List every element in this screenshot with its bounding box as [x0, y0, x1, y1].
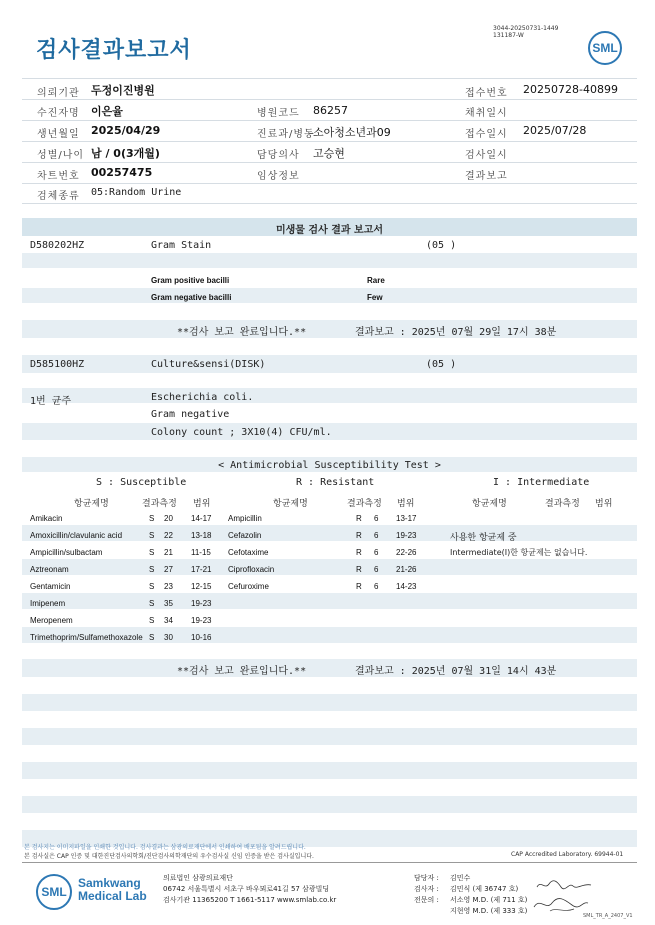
column-header-drug: 항균제명 [273, 499, 308, 509]
ast-interpretation: R [356, 548, 362, 557]
ast-drug: Amikacin [30, 514, 63, 523]
chart-no-label: 차트번호 [37, 171, 80, 182]
row-band [22, 559, 637, 575]
colony-count: Colony count ; 3X10(4) CFU/ml. [151, 427, 332, 438]
row-band [22, 728, 637, 745]
ast-zone-value: 6 [374, 531, 379, 540]
signature-mark [530, 893, 590, 915]
divider [22, 99, 637, 100]
row-band [22, 288, 637, 303]
doctor-label: 담당의사 [257, 150, 300, 161]
hospital-code-label: 병원코드 [257, 108, 300, 119]
ast-interpretation: S [149, 582, 155, 591]
receipt-date-value: 2025/07/28 [523, 124, 587, 137]
specimen-value: 05:Random Urine [91, 187, 182, 198]
column-header-result: 결과측정 [347, 499, 382, 509]
ast-zone-value: 27 [164, 565, 173, 574]
ast-interpretation: S [149, 514, 155, 523]
test-name: Culture&sensi(DISK) [151, 359, 266, 370]
brand-name-line2: Medical Lab [78, 889, 147, 903]
specialist-value: 지현영 M.D. (제 333 호) [450, 907, 528, 915]
organization-name: 의료법인 삼광의료재단 [163, 874, 233, 882]
gram-result-value: Few [367, 293, 383, 302]
ast-drug: Cefotaxime [228, 548, 269, 557]
ast-range: 19-23 [396, 531, 417, 540]
ast-interpretation: S [149, 565, 155, 574]
ast-range: 13-18 [191, 531, 212, 540]
column-header-range: 범위 [397, 499, 415, 509]
test-code: D580202HZ [30, 240, 85, 251]
column-header-result: 결과측정 [545, 499, 580, 509]
patient-label: 수진자명 [37, 108, 80, 119]
ast-range: 21-26 [396, 565, 417, 574]
divider [22, 141, 637, 142]
receipt-no-value: 20250728-40899 [523, 83, 618, 96]
document-id-line2: 131187-W [493, 32, 524, 39]
brand-name [78, 877, 147, 903]
report-label: 결과보고 [465, 171, 508, 182]
dept-value: 소아청소년과09 [313, 126, 391, 139]
column-header-drug: 항균제명 [472, 499, 507, 509]
row-band [22, 796, 637, 813]
ast-range: 14-17 [191, 514, 212, 523]
ast-range: 10-16 [191, 633, 212, 642]
test-name: Gram Stain [151, 240, 212, 251]
ast-zone-value: 21 [164, 548, 173, 557]
ast-range: 14-23 [396, 582, 417, 591]
legend-resistant: R : Resistant [296, 477, 375, 488]
ast-zone-value: 6 [374, 548, 379, 557]
row-band [22, 355, 637, 373]
row-band [22, 253, 637, 268]
document-id-line1: 3044-20250731-1449 [493, 25, 559, 32]
ast-zone-value: 22 [164, 531, 173, 540]
ast-range: 11-15 [191, 548, 211, 557]
ast-zone-value: 20 [164, 514, 173, 523]
row-band [22, 593, 637, 609]
row-band [22, 762, 637, 779]
organization-contact: 검사기관 11365200 T 1661-5117 www.smlab.co.kr [163, 896, 337, 904]
ast-zone-value: 6 [374, 565, 379, 574]
examiner-value: 김민식 (제 36747 호) [450, 885, 519, 893]
ast-interpretation: R [356, 565, 362, 574]
divider [22, 120, 637, 121]
divider [22, 78, 637, 79]
ast-range: 17-21 [191, 565, 212, 574]
ast-interpretation: R [356, 514, 362, 523]
ast-drug: Gentamicin [30, 582, 71, 591]
sml-logo: SML [588, 31, 622, 65]
report-time: 결과보고 : 2025년 07월 29일 17시 38분 [355, 327, 557, 338]
chart-no-value: 00257475 [91, 166, 153, 179]
ast-interpretation: S [149, 548, 155, 557]
isolate-label: 1번 균주 [30, 396, 72, 407]
ast-zone-value: 30 [164, 633, 173, 642]
dept-label: 진료과/병동 [257, 129, 315, 140]
gram-type: Gram negative [151, 409, 230, 420]
divider [22, 162, 637, 163]
ast-zone-value: 6 [374, 514, 379, 523]
form-code: SML_TR_A_2407_V1 [583, 913, 633, 919]
ast-interpretation: R [356, 582, 362, 591]
staff-label: 담당자 : [414, 874, 439, 882]
ast-range: 12-15 [191, 582, 212, 591]
legend-intermediate: I : Intermediate [493, 477, 590, 488]
ast-interpretation: S [149, 531, 155, 540]
institution-value: 두정이진병원 [91, 84, 155, 97]
column-header-result: 결과측정 [142, 499, 177, 509]
test-specimen: (05 ) [426, 240, 457, 251]
ast-title: < Antimicrobial Susceptibility Test > [218, 460, 441, 471]
divider [22, 862, 637, 863]
gram-result-name: Gram negative bacilli [151, 293, 232, 302]
sex-age-value: 남 / 0(3개월) [91, 147, 160, 160]
ast-zone-value: 23 [164, 582, 173, 591]
specialist-label: 전문의 : [414, 896, 439, 904]
signature-mark [535, 878, 595, 892]
test-date-label: 검사일시 [465, 150, 508, 161]
ast-drug: Aztreonam [30, 565, 69, 574]
report-complete-text: **검사 보고 완료입니다.** [177, 666, 307, 677]
examiner-label: 검사자 : [414, 885, 439, 893]
receipt-date-label: 접수일시 [465, 129, 508, 140]
ast-drug: Ampicillin/sulbactam [30, 548, 103, 557]
collect-date-label: 채취일시 [465, 108, 508, 119]
footer-notice: 본 검사지는 이미지파일을 인쇄한 것입니다. 검사결과는 삼광의료재단에서 인쇄하여 배포됨을 알려드립니다. [24, 844, 306, 851]
dob-label: 생년월일 [37, 129, 80, 140]
ast-drug: Ampicillin [228, 514, 262, 523]
institution-label: 의뢰기관 [37, 88, 80, 99]
report-time: 결과보고 : 2025년 07월 31일 14시 43분 [355, 666, 557, 677]
doctor-value: 고승현 [313, 147, 345, 160]
ast-interpretation: S [149, 616, 155, 625]
clinical-label: 임상정보 [257, 171, 300, 182]
cap-accreditation: CAP Accredited Laboratory. 69944-01 [511, 851, 624, 858]
intermediate-note: Intermediate(I)한 항균제는 없습니다. [450, 548, 588, 557]
ast-drug: Cefuroxime [228, 582, 269, 591]
document-id [493, 25, 558, 39]
row-band [22, 694, 637, 711]
ast-range: 19-23 [191, 599, 212, 608]
ast-zone-value: 6 [374, 582, 379, 591]
gram-result-value: Rare [367, 276, 385, 285]
staff-value: 김민수 [450, 874, 471, 882]
divider [22, 183, 637, 184]
ast-range: 13-17 [396, 514, 417, 523]
test-specimen: (05 ) [426, 359, 457, 370]
receipt-no-label: 접수번호 [465, 88, 508, 99]
column-header-range: 범위 [595, 499, 613, 509]
hospital-code-value: 86257 [313, 104, 348, 117]
specialist-value: 서소영 M.D. (제 711 호) [450, 896, 528, 904]
footer-notice: 본 검사실은 CAP 인증 및 대한진단검사의학회/진단검사의학재단의 우수검사실 신임 인증을 받은 검사실입니다. [24, 853, 314, 860]
ast-drug: Ciprofloxacin [228, 565, 275, 574]
page-title: 검사결과보고서 [36, 38, 192, 63]
ast-drug: Imipenem [30, 599, 66, 608]
dob-value: 2025/04/29 [91, 124, 161, 137]
intermediate-note: 사용한 항균제 중 [450, 533, 517, 543]
ast-zone-value: 34 [164, 616, 173, 625]
gram-result-name: Gram positive bacilli [151, 276, 230, 285]
ast-interpretation: S [149, 599, 155, 608]
ast-range: 19-23 [191, 616, 212, 625]
ast-drug: Trimethoprim/Sulfamethoxazole [30, 633, 143, 642]
ast-zone-value: 35 [164, 599, 173, 608]
ast-drug: Cefazolin [228, 531, 262, 540]
row-band [22, 388, 637, 403]
column-header-drug: 항균제명 [74, 499, 109, 509]
legend-susceptible: S : Susceptible [96, 477, 187, 488]
divider [22, 203, 637, 204]
ast-drug: Amoxicillin/clavulanic acid [30, 531, 123, 540]
ast-interpretation: R [356, 531, 362, 540]
brand-name-line1: Samkwang [78, 876, 141, 890]
organism-name: Escherichia coli. [151, 392, 254, 403]
sex-age-label: 성별/나이 [37, 150, 85, 161]
sml-logo: SML [36, 874, 72, 910]
report-complete-text: **검사 보고 완료입니다.** [177, 327, 307, 338]
ast-interpretation: S [149, 633, 155, 642]
specimen-label: 검체종류 [37, 191, 80, 202]
section-title: 미생물 검사 결과 보고서 [275, 225, 384, 236]
column-header-range: 범위 [193, 499, 211, 509]
ast-range: 22-26 [396, 548, 417, 557]
ast-drug: Meropenem [30, 616, 73, 625]
test-code: D585100HZ [30, 359, 85, 370]
patient-value: 이은율 [91, 105, 123, 118]
organization-address: 06742 서울특별시 서초구 바우뫼로41길 57 삼광빌딩 [163, 885, 330, 893]
